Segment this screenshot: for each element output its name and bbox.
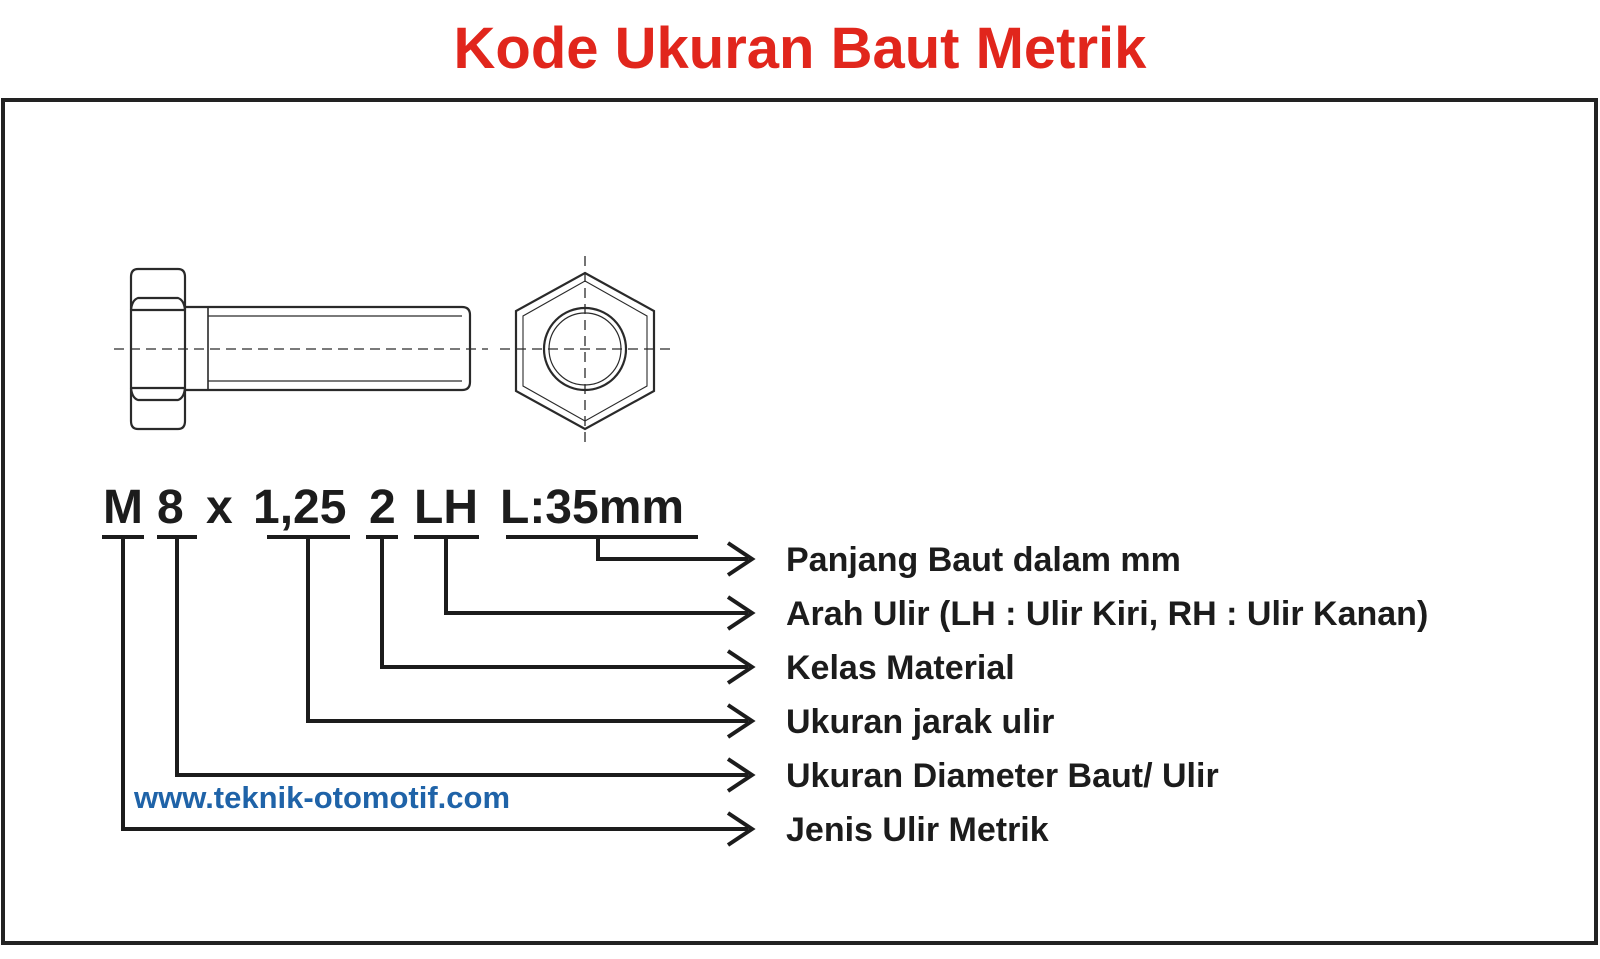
label-thread-type: Jenis Ulir Metrik (786, 811, 1049, 849)
leader-length (598, 537, 748, 559)
code-part-thread-type: M (103, 481, 143, 534)
bolt-code (103, 481, 684, 534)
code-part-material-class: 2 (369, 481, 396, 534)
hex-head-top-view-icon (500, 256, 670, 442)
label-thread-direction: Arah Ulir (LH : Ulir Kiri, RH : Ulir Kanan) (786, 595, 1429, 633)
website-url: www.teknik-otomotif.com (134, 780, 511, 815)
label-thread-pitch: Ukuran jarak ulir (786, 703, 1055, 741)
label-length: Panjang Baut dalam mm (786, 541, 1181, 579)
leader-diameter (177, 537, 748, 775)
code-part-pitch: 1,25 (253, 481, 347, 534)
leader-pitch (308, 537, 748, 721)
page-title: Kode Ukuran Baut Metrik (453, 16, 1147, 81)
code-part-separator: x (206, 481, 233, 534)
arrowheads (728, 543, 752, 845)
code-part-thread-direction: LH (414, 481, 478, 534)
labels (786, 541, 1428, 849)
bolt-side-view-icon (114, 269, 488, 429)
code-part-diameter: 8 (157, 481, 184, 534)
label-diameter: Ukuran Diameter Baut/ Ulir (786, 757, 1219, 795)
label-material-class: Kelas Material (786, 649, 1015, 687)
leader-material-class (382, 537, 748, 667)
code-part-length: L:35mm (500, 481, 685, 534)
